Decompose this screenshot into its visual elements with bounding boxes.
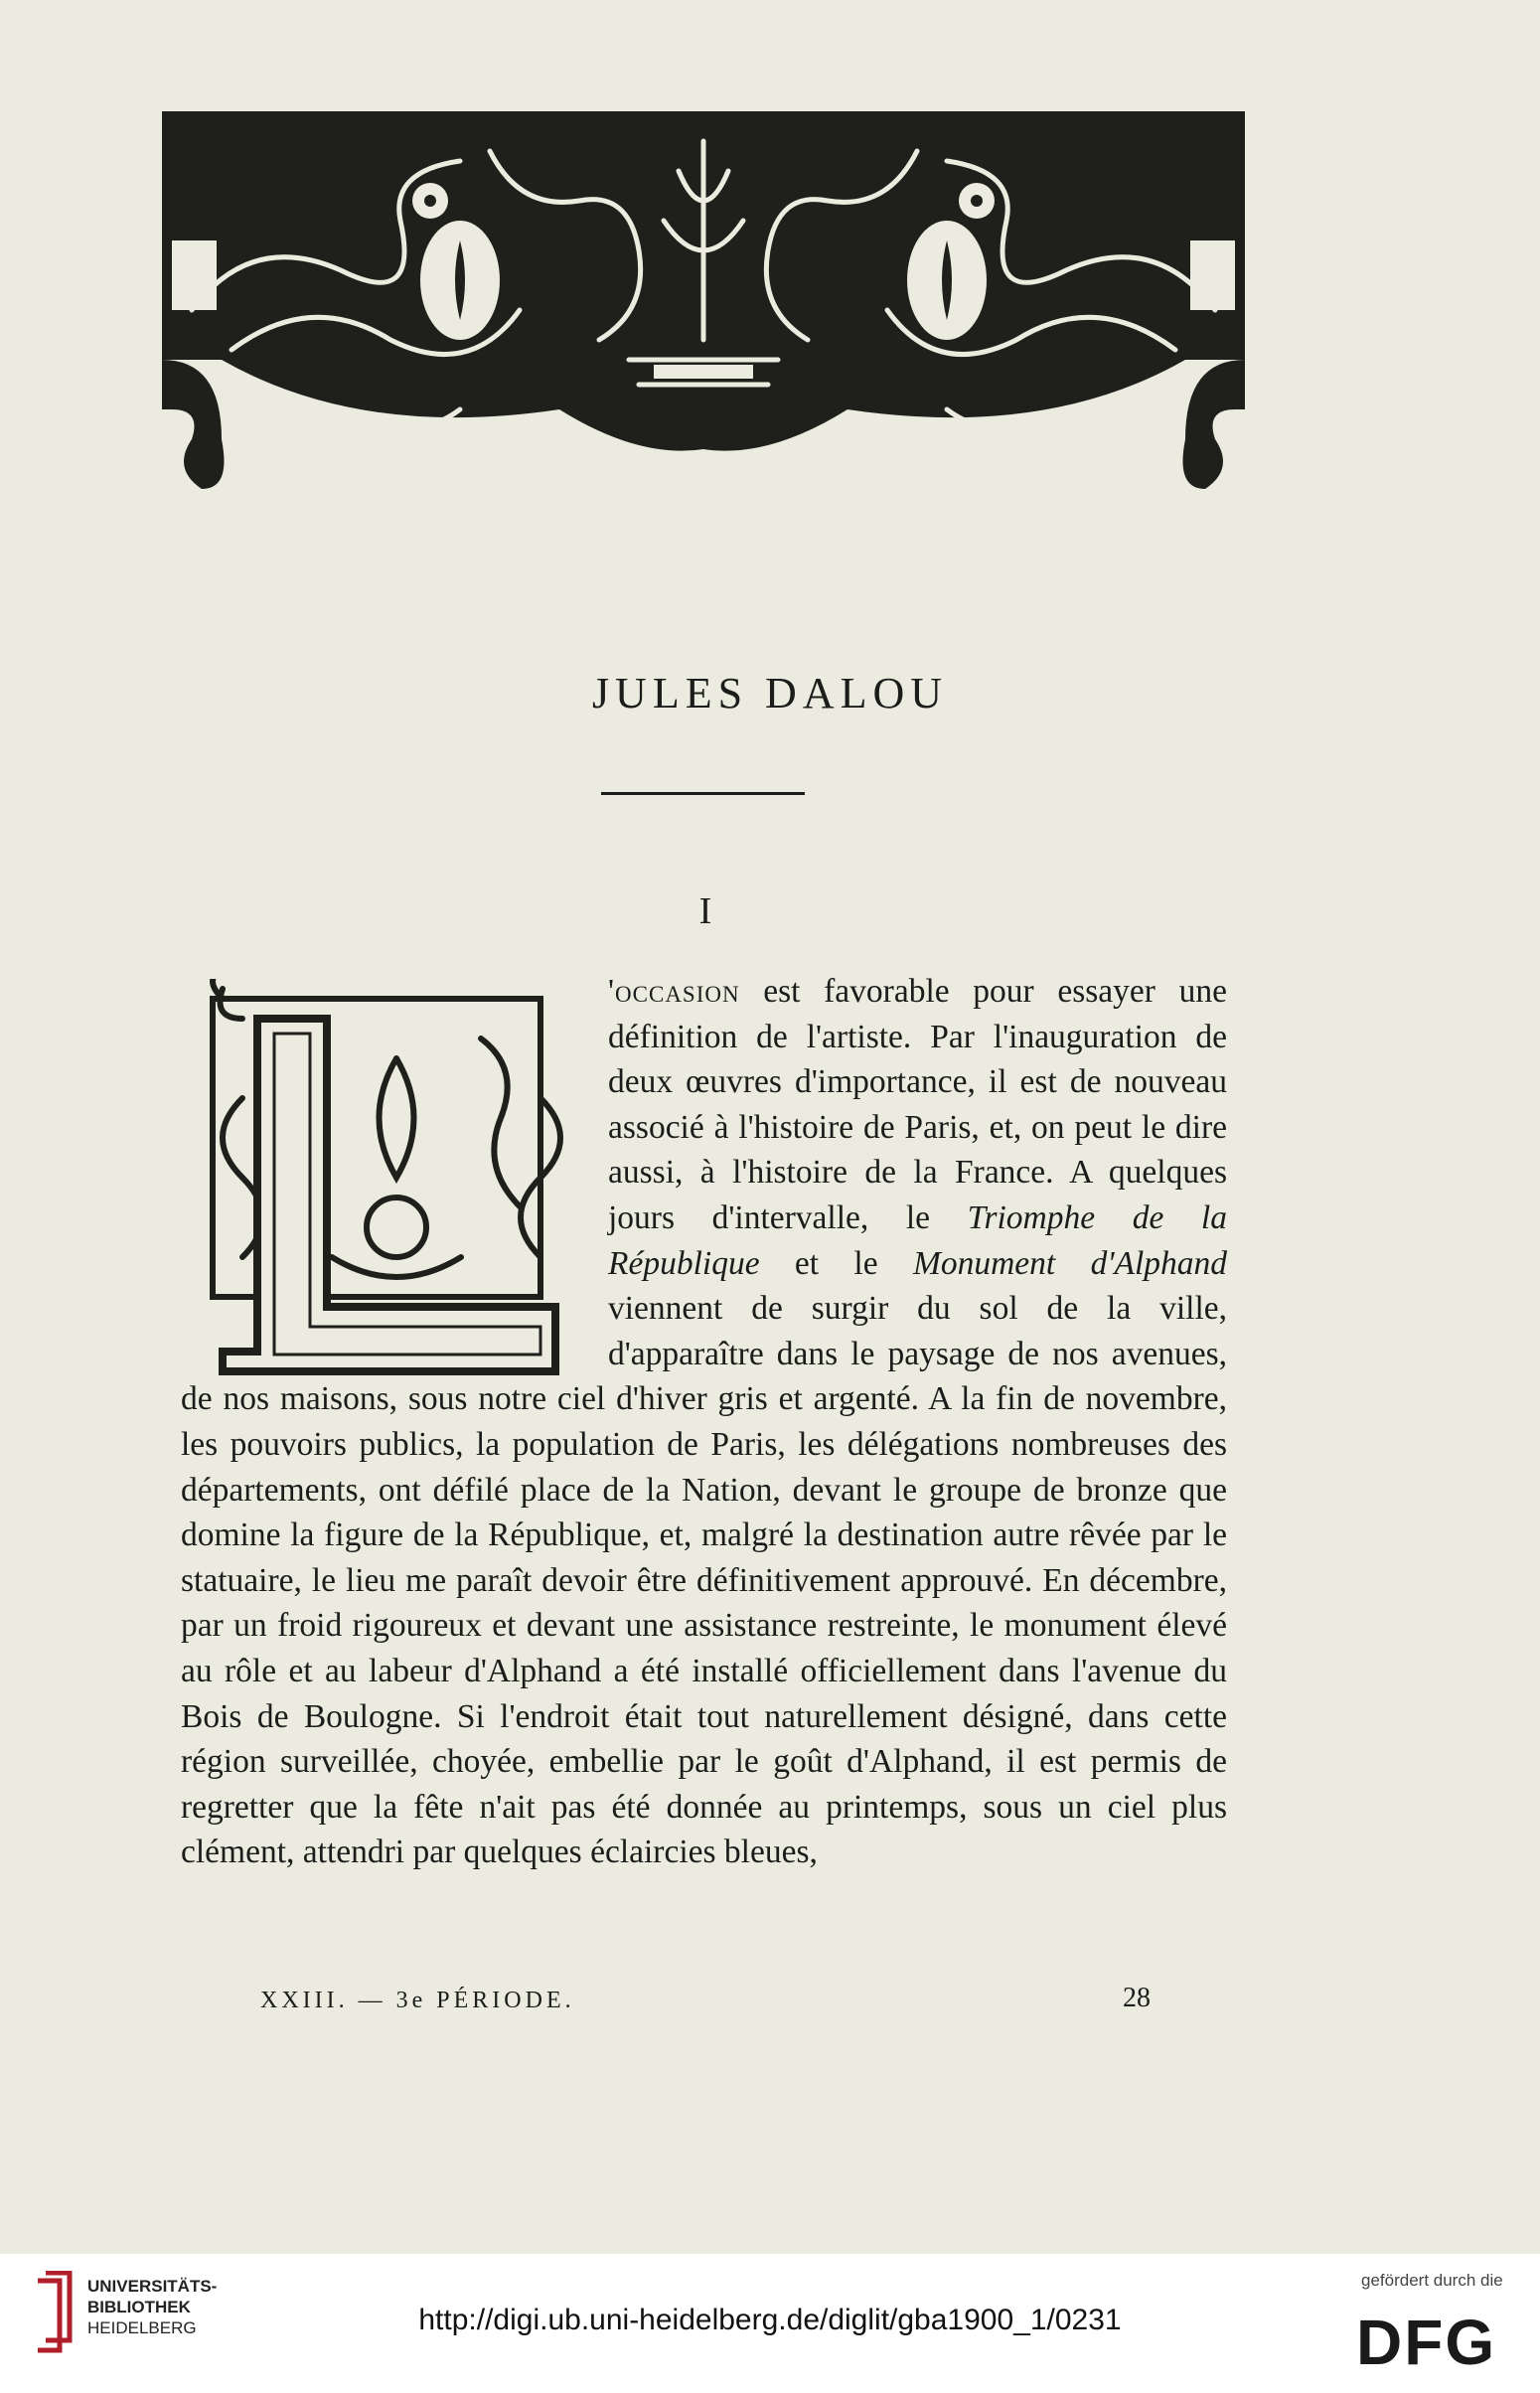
artwork-title-monument: Monument d'Alphand xyxy=(912,1244,1227,1282)
artwork-title-triomphe: Triomphe de la République xyxy=(608,1198,1227,1282)
section-number: I xyxy=(698,890,712,932)
opening-word: 'occasion xyxy=(608,973,740,1010)
dropcap-space xyxy=(181,969,608,1376)
library-name-line-2: BIBLIOTHEK xyxy=(87,2298,191,2316)
library-name-line-3: HEIDELBERG xyxy=(87,2318,197,2337)
paragraph-text-2: et le xyxy=(759,1244,913,1282)
ornamental-headpiece xyxy=(162,111,1245,499)
permalink-url[interactable]: http://digi.ub.uni-heidelberg.de/diglit/gba1900_1/0231 xyxy=(418,2304,1122,2336)
dfg-logo: DFG xyxy=(1356,2307,1497,2378)
sponsor-note: gefördert durch die xyxy=(1361,2271,1503,2290)
signature-number: 28 xyxy=(1123,1983,1151,2013)
article-body xyxy=(181,969,1227,1875)
paragraph-text-3: viennent de surgir du sol de la ville, d'apparaître dans le paysage de nos avenues, de nos maisons, sous notre ciel d'hiver gris et argenté. A la fin de novembre, les pouvoirs publics, la population de Paris, les délégations nombreuses des départements, ont défilé place de la Nation, devant le groupe de bronze que domine la figure de la République, et, malgré la destination autre rêvée par le statuaire, le lieu me paraît devoir être définitivement approuvé. En décembre, par un froid rigoureux et devant une assistance restreinte, le monument élevé au rôle et au labeur d'Alphand a été installé officiellement dans l'avenue du Bois de Boulogne. Si l'endroit était tout naturellement désigné, dans cette région surveillée, choyée, embellie par le goût d'Alphand, il est permis de regretter que la fête n'ait pas été donnée au printemps, sous un ciel plus clément, attendri par quelques éclaircies bleues, xyxy=(181,1290,1227,1871)
article-title: JULES DALOU xyxy=(591,669,949,718)
library-name-line-1: UNIVERSITÄTS- xyxy=(87,2277,218,2296)
title-divider xyxy=(601,792,805,795)
signature-mark: XXIII. — 3e PÉRIODE. xyxy=(260,1988,575,2013)
paragraph-text-1: est favorable pour essayer une définition de l'artiste. Par l'inauguration de deux œuvres d'importance, il est de nouveau associé à l'histoire de Paris, et, on peut le dire aussi, à l'histoire de la France. A quelques jours d'intervalle, le xyxy=(608,973,1227,1236)
